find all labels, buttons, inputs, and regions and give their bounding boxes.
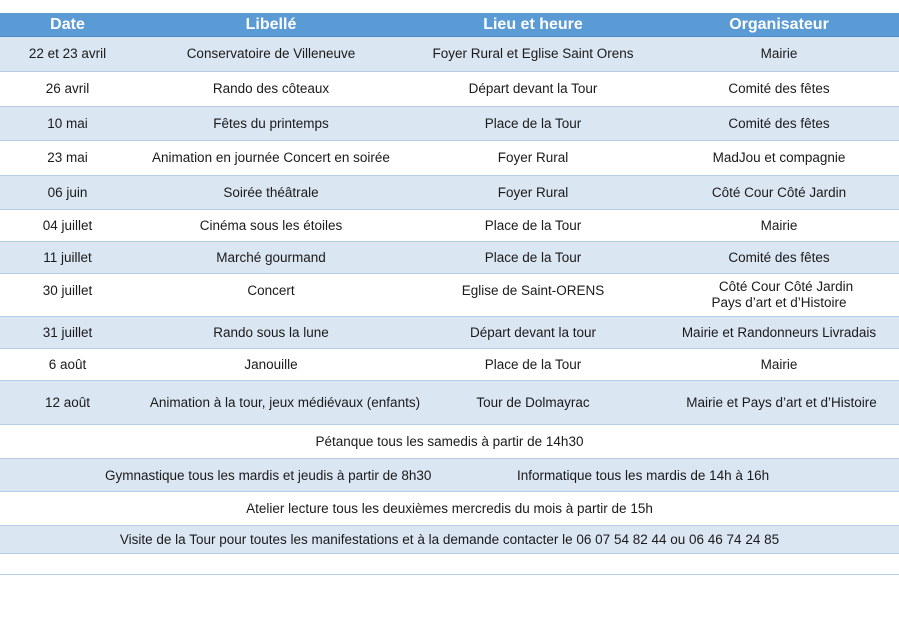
note-row [0,459,899,492]
cell-date: 26 avril [45,81,90,96]
note-row [0,425,899,459]
table-row [0,176,899,210]
empty-row [0,554,899,575]
cell-lieu: Place de la Tour [484,115,582,131]
cell-libelle: Fêtes du printemps [213,115,329,131]
cell-organisateur: MadJou et compagnie [712,150,846,165]
cell-lieu: Place de la Tour [484,217,582,233]
cell-libelle: Concert [247,283,295,298]
table-row [0,107,899,141]
note-lecture: Atelier lecture tous les deuxièmes mercredis du mois à partir de 15h [246,500,653,516]
note-petanque: Pétanque tous les samedis à partir de 14h30 [315,433,584,449]
cell-organisateur: Mairie et Randonneurs Livradais [681,324,877,340]
cell-lieu: Départ devant la Tour [468,81,598,96]
cell-date: 6 août [48,356,87,372]
cell-libelle: Animation en journée Concert en soirée [152,150,390,165]
note-row [0,492,899,526]
note-visite: Visite de la Tour pour toutes les manifestations et à la demande contacter le 06 07 54 82 44 ou 06 46 74 24 85 [119,531,780,547]
table-row [0,242,899,274]
cell-lieu: Foyer Rural et Eglise Saint Orens [432,46,634,61]
note-row [0,526,899,554]
table-row [0,381,899,425]
cell-libelle: Rando sous la lune [213,324,329,340]
organisateur-line-2: Pays d’art et d’Histoire [711,295,847,310]
cell-date: 31 juillet [42,324,93,340]
cell-date: 23 mai [47,150,88,165]
cell-lieu: Eglise de Saint-ORENS [461,283,605,298]
cell-organisateur: Mairie et Pays d’art et d’Histoire [686,394,877,410]
cell-date: 06 juin [47,184,88,200]
table-row [0,317,899,349]
note-gymnastique: Gymnastique tous les mardis et jeudis à partir de 8h30 [105,467,432,483]
table-row [0,72,899,107]
cell-organisateur: Comité des fêtes [728,115,830,131]
organisateur-line-1: Côté Cour Côté Jardin [718,279,854,294]
cell-lieu: Place de la Tour [484,356,582,372]
cell-lieu: Tour de Dolmayrac [476,394,590,410]
header-lieu: Lieu et heure [483,15,583,33]
cell-date: 11 juillet [43,249,92,265]
header-organisateur: Organisateur [729,15,829,33]
cell-libelle: Animation à la tour, jeux médiévaux (enfants) [149,394,421,410]
cell-organisateur [659,274,899,316]
cell-lieu: Départ devant la tour [469,324,597,340]
table-row [0,210,899,242]
cell-libelle: Cinéma sous les étoiles [199,217,343,233]
table-row [0,349,899,381]
cell-lieu: Place de la Tour [484,249,582,265]
cell-organisateur: Mairie [760,46,798,61]
cell-libelle: Marché gourmand [216,249,326,265]
cell-libelle: Conservatoire de Villeneuve [186,46,356,61]
table-row [0,141,899,176]
cell-lieu: Foyer Rural [497,184,569,200]
cell-organisateur: Mairie [760,217,798,233]
cell-date: 12 août [44,394,91,410]
cell-libelle: Janouille [244,356,298,372]
cell-date: 22 et 23 avril [28,46,107,61]
cell-date: 10 mai [47,115,88,131]
cell-date: 04 juillet [42,217,93,233]
table-row [0,274,899,317]
cell-libelle: Rando des côteaux [212,81,330,96]
header-date: Date [50,15,85,33]
note-informatique: Informatique tous les mardis de 14h à 16h [517,467,770,483]
cell-lieu: Foyer Rural [497,150,569,165]
table-row [0,37,899,72]
cell-date: 30 juillet [42,283,93,298]
table-header [0,13,899,37]
cell-organisateur: Mairie [760,356,798,372]
cell-libelle: Soirée théâtrale [223,184,319,200]
cell-organisateur: Côté Cour Côté Jardin [711,184,847,200]
cell-organisateur: Comité des fêtes [728,249,830,265]
header-libelle: Libellé [245,15,297,33]
cell-organisateur: Comité des fêtes [728,81,830,96]
